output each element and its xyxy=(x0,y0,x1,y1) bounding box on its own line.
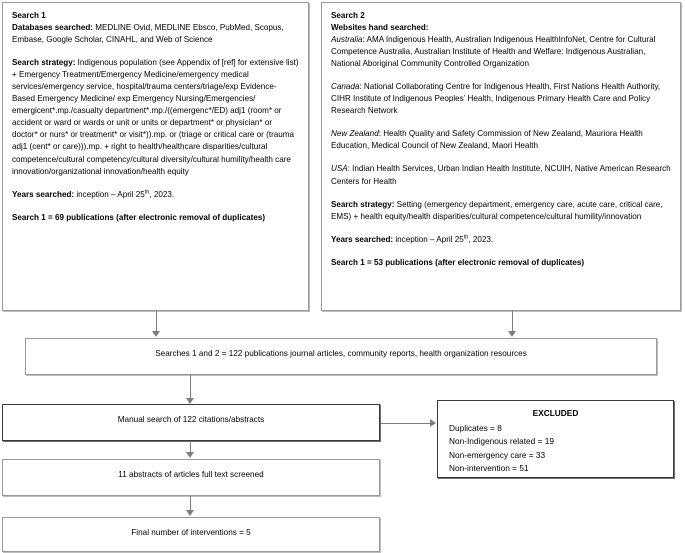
search-2-result-text: Search 1 = 53 publications (after electronic removal of duplicates) xyxy=(331,257,585,267)
abstracts-screened-box xyxy=(2,459,380,496)
search-1-years xyxy=(12,189,299,201)
search-2-box xyxy=(321,2,681,311)
manual-search-text: Manual search of 122 citations/abstracts xyxy=(117,415,265,424)
search-1-years-value-post: , 2023. xyxy=(149,189,175,199)
spacer xyxy=(12,178,299,189)
spacer xyxy=(331,70,671,81)
connector-manual-to-excluded xyxy=(381,423,431,424)
region-punct-australia: : xyxy=(362,35,365,45)
spacer xyxy=(331,246,671,257)
excluded-title: EXCLUDED xyxy=(532,408,579,418)
arrow-screened-to-final xyxy=(186,510,194,516)
connector-search1-to-combined xyxy=(156,311,157,332)
region-name-new-zealand: New Zealand xyxy=(331,129,379,139)
search-1-heading-text: Search 1 xyxy=(12,11,46,20)
combined-results-text: Searches 1 and 2 = 122 publications journal articles, community reports, health organization resources xyxy=(155,349,527,358)
arrow-manual-to-screened xyxy=(186,452,194,458)
search-2-years-value-post: , 2023. xyxy=(468,234,494,244)
search-1-databases xyxy=(12,22,299,46)
search-1-box xyxy=(2,2,309,311)
region-punct-canada: : xyxy=(359,82,362,92)
search-1-strategy-label: Search strategy: xyxy=(12,58,76,68)
combined-results-box xyxy=(25,338,657,375)
search-2-strategy-label: Search strategy: xyxy=(331,199,395,209)
search-1-databases-value: MEDLINE Ovid, MEDLINE Ebsco, PubMed, Scopus, Embase, Google Scholar, CINAHL, and Web of Science xyxy=(12,23,284,45)
spacer xyxy=(12,201,299,212)
arrow-search1-to-combined xyxy=(152,331,160,337)
spacer xyxy=(331,117,671,128)
region-name-canada: Canada xyxy=(331,82,360,92)
final-interventions-box xyxy=(2,517,380,552)
search-1-years-value-pre: inception – April 25 xyxy=(74,189,145,199)
region-name-australia: Australia xyxy=(331,35,363,45)
spacer xyxy=(331,188,671,199)
search-2-years-superscript: th xyxy=(463,233,469,240)
region-value-new-zealand: Health Quality and Safety Commission of New Zealand, Mauriora Health Education, Medical Council of New Zealand, Maori Health xyxy=(331,129,643,151)
excluded-item-non-intervention: Non-intervention = 51 xyxy=(449,462,529,473)
search-2-region-new-zealand xyxy=(331,128,671,152)
excluded-item-non-emergency: Non-emergency care = 33 xyxy=(449,449,546,460)
search-2-heading-text: Search 2 xyxy=(331,11,365,20)
spacer xyxy=(12,46,299,57)
final-interventions-text: Final number of interventions = 5 xyxy=(131,528,251,537)
region-punct-new-zealand: : xyxy=(378,129,381,139)
search-2-websites-label-row xyxy=(331,22,671,34)
search-1-years-superscript: th xyxy=(144,188,150,195)
spacer xyxy=(331,223,671,234)
manual-search-box xyxy=(2,404,380,441)
search-2-region-canada xyxy=(331,81,671,117)
region-name-usa: USA xyxy=(331,164,348,174)
excluded-box xyxy=(437,400,674,478)
search-2-years-value-pre: inception – April 25 xyxy=(393,234,464,244)
search-1-years-label: Years searched: xyxy=(12,189,75,199)
search-1-strategy-value: Indigenous population (see Appendix of [ref] for extensive list) + Emergency Treatment/Emergency Medicine/emergency medical services/emergency service, hospital/trauma centers/triage/exp Evidence-Based Emergency Medicine/ exp Emergency Nursing/Emergencies/ emergicent*.mp./casualty department*.mp./((emergenc*/ED) adj1 (room* or accident or ward or wards or unit or units or department* or physician* or doctor* or nurs* or treatment* or visit*)).mp. or (triage or critical care or (trauma adj1 (cent* or care))).mp. + right to health/healthcare disparities/cultural competence/cultural competency/cultural diversity/cultural humility/health care innovation/organizational innovation/health equity xyxy=(12,58,299,176)
arrow-search2-to-combined xyxy=(508,331,516,337)
search-1-strategy xyxy=(12,57,299,177)
region-value-australia: AMA Indigenous Health, Australian Indigenous HealthInfoNet, Centre for Cultural Competence Australia, Australian Institute of Health and Welfare: Indigenous Australian, National Aboriginal Community Controlled Organization xyxy=(331,35,656,69)
excluded-list xyxy=(438,422,673,475)
search-2-years-label: Years searched: xyxy=(331,234,394,244)
search-2-strategy xyxy=(331,199,671,223)
search-1-result xyxy=(12,212,299,224)
search-2-heading xyxy=(331,10,671,22)
region-punct-usa: : xyxy=(347,164,350,174)
excluded-item-non-indigenous: Non-Indigenous related = 19 xyxy=(449,436,554,447)
connector-screened-to-final xyxy=(190,496,191,511)
search-2-years xyxy=(331,234,671,246)
abstracts-screened-text: 11 abstracts of articles full text screened xyxy=(118,470,264,479)
spacer xyxy=(331,152,671,163)
region-value-canada: National Collaborating Centre for Indigenous Health, First Nations Health Authority, CIHR Institute of Indigenous Peoples’ Health, Indigenous Primary Health Care and Policy Research Network xyxy=(331,82,661,116)
search-2-region-usa xyxy=(331,163,671,187)
search-2-region-australia xyxy=(331,34,671,70)
excluded-item-duplicates: Duplicates = 8 xyxy=(449,423,502,434)
region-value-usa: Indian Health Services, Urban Indian Health Institute, NCUIH, Native American Research Centers for Health xyxy=(331,164,671,186)
search-1-heading xyxy=(12,10,299,22)
connector-search2-to-combined xyxy=(512,311,513,332)
search-2-result xyxy=(331,257,671,269)
connector-combined-to-manual xyxy=(190,375,191,399)
arrow-manual-to-excluded xyxy=(430,419,436,427)
search-1-databases-label: Databases searched: xyxy=(12,23,93,33)
search-2-strategy-value: Setting (emergency department, emergency care, acute care, critical care, EMS) + health equity/health disparities/cultural competence/cultural humility/innovation xyxy=(331,199,663,221)
search-1-result-text: Search 1 = 69 publications (after electronic removal of duplicates) xyxy=(12,212,266,222)
search-2-websites-label: Websites hand searched: xyxy=(331,23,429,33)
